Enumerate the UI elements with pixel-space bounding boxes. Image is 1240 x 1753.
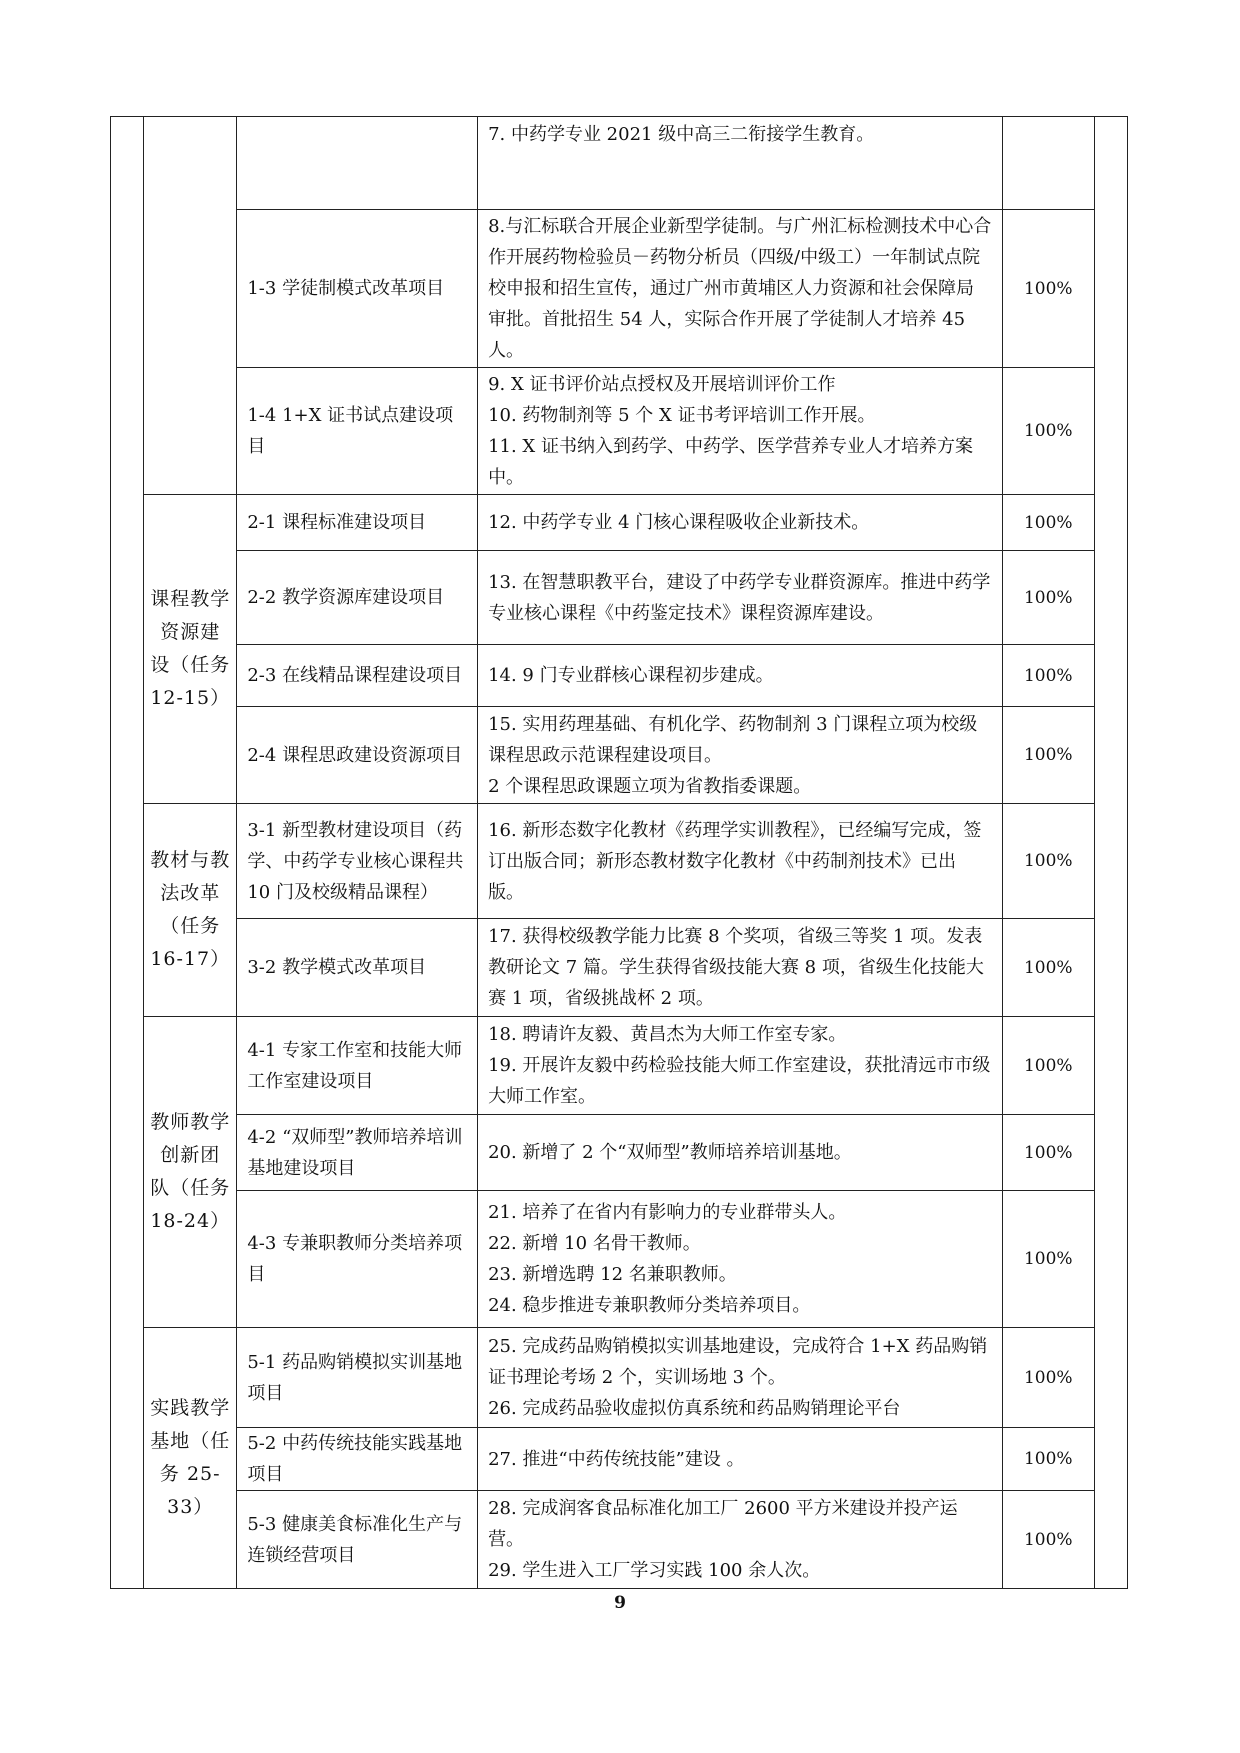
table-row xyxy=(111,1491,1128,1589)
completion-rate: 100% xyxy=(1002,1328,1094,1428)
result-cell xyxy=(478,495,1003,551)
left-margin-column xyxy=(111,117,144,1589)
table-row xyxy=(111,1191,1128,1328)
result-line: 26. 完成药品验收虚拟仿真系统和药品购销理论平台 xyxy=(488,1398,901,1419)
result-cell xyxy=(478,1191,1003,1328)
table-row xyxy=(111,1428,1128,1491)
project-cell: 4-3 专兼职教师分类培养项目 xyxy=(237,1191,478,1328)
project-cell: 3-1 新型教材建设项目（药学、中药学专业核心课程共 10 门及校级精品课程） xyxy=(237,804,478,919)
table-row xyxy=(111,645,1128,707)
category-cell: 教师教学创新团 队（任务 18-24） xyxy=(144,1017,237,1328)
table-row xyxy=(111,1328,1128,1428)
table-row xyxy=(111,368,1128,495)
completion-rate: 100% xyxy=(1002,919,1094,1017)
result-cell xyxy=(478,551,1003,645)
result-line: 16. 新形态数字化教材《药理学实训教程》，已经编写完成，签订出版合同；新形态教材数字化教材《中药制剂技术》已出版。 xyxy=(488,819,982,903)
result-cell xyxy=(478,1017,1003,1115)
category-cell xyxy=(144,117,237,495)
project-cell: 4-1 专家工作室和技能大师工作室建设项目 xyxy=(237,1017,478,1115)
project-cell: 2-4 课程思政建设资源项目 xyxy=(237,707,478,804)
result-line: 13. 在智慧职教平台，建设了中药学专业群资源库。推进中药学专业核心课程《中药鉴定技术》课程资源库建设。 xyxy=(488,571,991,624)
result-line: 17. 获得校级教学能力比赛 8 个奖项，省级三等奖 1 项。发表教研论文 7 篇。学生获得省级技能大赛 8 项，省级生化技能大赛 1 项，省级挑战杯 2 项。 xyxy=(488,926,984,1009)
completion-rate: 100% xyxy=(1002,645,1094,707)
project-cell xyxy=(237,117,478,210)
result-cell xyxy=(478,368,1003,495)
table-row xyxy=(111,551,1128,645)
result-cell xyxy=(478,1428,1003,1491)
result-line: 21. 培养了在省内有影响力的专业群带头人。 xyxy=(488,1202,847,1223)
result-cell xyxy=(478,707,1003,804)
result-cell xyxy=(478,210,1003,368)
result-line: 12. 中药学专业 4 门核心课程吸收企业新技术。 xyxy=(488,512,870,533)
completion-rate: 100% xyxy=(1002,495,1094,551)
table-row xyxy=(111,1017,1128,1115)
table-row xyxy=(111,1115,1128,1191)
result-line: 2 个课程思政课题立项为省教指委课题。 xyxy=(488,775,812,797)
result-cell xyxy=(478,1328,1003,1428)
table-row xyxy=(111,707,1128,804)
category-cell: 课程教学资源建 设（任务 12-15） xyxy=(144,495,237,804)
result-cell xyxy=(478,1115,1003,1191)
page-number: 9 xyxy=(614,1593,626,1613)
project-cell: 4-2 “双师型”教师培养培训基地建设项目 xyxy=(237,1115,478,1191)
category-cell: 教材与教法改革（任务 16-17） xyxy=(144,804,237,1017)
result-line: 15. 实用药理基础、有机化学、药物制剂 3 门课程立项为校级课程思政示范课程建设项目。 xyxy=(488,713,978,766)
project-cell: 1-3 学徒制模式改革项目 xyxy=(237,210,478,368)
project-cell: 1-4 1+X 证书试点建设项目 xyxy=(237,368,478,495)
project-cell: 2-1 课程标准建设项目 xyxy=(237,495,478,551)
project-cell: 3-2 教学模式改革项目 xyxy=(237,919,478,1017)
completion-rate: 100% xyxy=(1002,707,1094,804)
completion-rate: 100% xyxy=(1002,1115,1094,1191)
result-line: 29. 学生进入工厂学习实践 100 余人次。 xyxy=(488,1560,821,1581)
result-line: 23. 新增选聘 12 名兼职教师。 xyxy=(488,1264,737,1285)
table-row xyxy=(111,495,1128,551)
completion-rate: 100% xyxy=(1002,1191,1094,1328)
result-line: 20. 新增了 2 个“双师型”教师培养培训基地。 xyxy=(488,1142,852,1163)
result-line: 24. 稳步推进专兼职教师分类培养项目。 xyxy=(488,1295,811,1316)
completion-rate: 100% xyxy=(1002,1017,1094,1115)
result-line: 11. X 证书纳入到药学、中药学、医学营养专业人才培养方案中。 xyxy=(488,436,973,488)
completion-rate: 100% xyxy=(1002,368,1094,495)
completion-rate: 100% xyxy=(1002,1491,1094,1589)
project-cell: 5-2 中药传统技能实践基地项目 xyxy=(237,1428,478,1491)
project-cell: 5-1 药品购销模拟实训基地项目 xyxy=(237,1328,478,1428)
project-cell: 5-3 健康美食标准化生产与连锁经营项目 xyxy=(237,1491,478,1589)
result-cell xyxy=(478,804,1003,919)
result-line: 8.与汇标联合开展企业新型学徒制。与广州汇标检测技术中心合作开展药物检验员－药物分析员（四级/中级工）一年制试点院校申报和招生宣传，通过广州市黄埔区人力资源和社会保障局审批。首批招生 54 人，实际合作开展了学徒制人才培养 45 人。 xyxy=(488,216,992,361)
result-line: 22. 新增 10 名骨干教师。 xyxy=(488,1233,701,1254)
result-line: 25. 完成药品购销模拟实训基地建设，完成符合 1+X 药品购销证书理论考场 2 个，实训场地 3 个。 xyxy=(488,1336,988,1388)
result-cell xyxy=(478,919,1003,1017)
result-line: 10. 药物制剂等 5 个 X 证书考评培训工作开展。 xyxy=(488,405,876,426)
table-row xyxy=(111,117,1128,210)
completion-rate: 100% xyxy=(1002,551,1094,645)
result-line: 19. 开展许友毅中药检验技能大师工作室建设，获批清远市市级大师工作室。 xyxy=(488,1055,991,1107)
result-cell xyxy=(478,117,1003,210)
result-line: 28. 完成润客食品标准化加工厂 2600 平方米建设并投产运营。 xyxy=(488,1498,958,1550)
result-line: 14. 9 门专业群核心课程初步建成。 xyxy=(488,665,774,686)
table-row xyxy=(111,919,1128,1017)
completion-rate: 100% xyxy=(1002,210,1094,368)
category-cell: 实践教学基地（任务 25-33） xyxy=(144,1328,237,1589)
result-line: 18. 聘请许友毅、黄昌杰为大师工作室专家。 xyxy=(488,1024,847,1045)
result-line: 27. 推进“中药传统技能”建设 。 xyxy=(488,1448,745,1470)
right-margin-column xyxy=(1094,117,1127,1589)
result-line: 9. X 证书评价站点授权及开展培训评价工作 xyxy=(488,374,836,395)
result-line: 7. 中药学专业 2021 级中高三二衔接学生教育。 xyxy=(488,124,875,145)
results-table xyxy=(110,116,1128,1589)
project-cell: 2-2 教学资源库建设项目 xyxy=(237,551,478,645)
result-cell xyxy=(478,1491,1003,1589)
completion-rate: 100% xyxy=(1002,1428,1094,1491)
completion-rate: 100% xyxy=(1002,804,1094,919)
table-row xyxy=(111,804,1128,919)
result-cell xyxy=(478,645,1003,707)
table-row xyxy=(111,210,1128,368)
project-cell: 2-3 在线精品课程建设项目 xyxy=(237,645,478,707)
completion-rate xyxy=(1002,117,1094,210)
